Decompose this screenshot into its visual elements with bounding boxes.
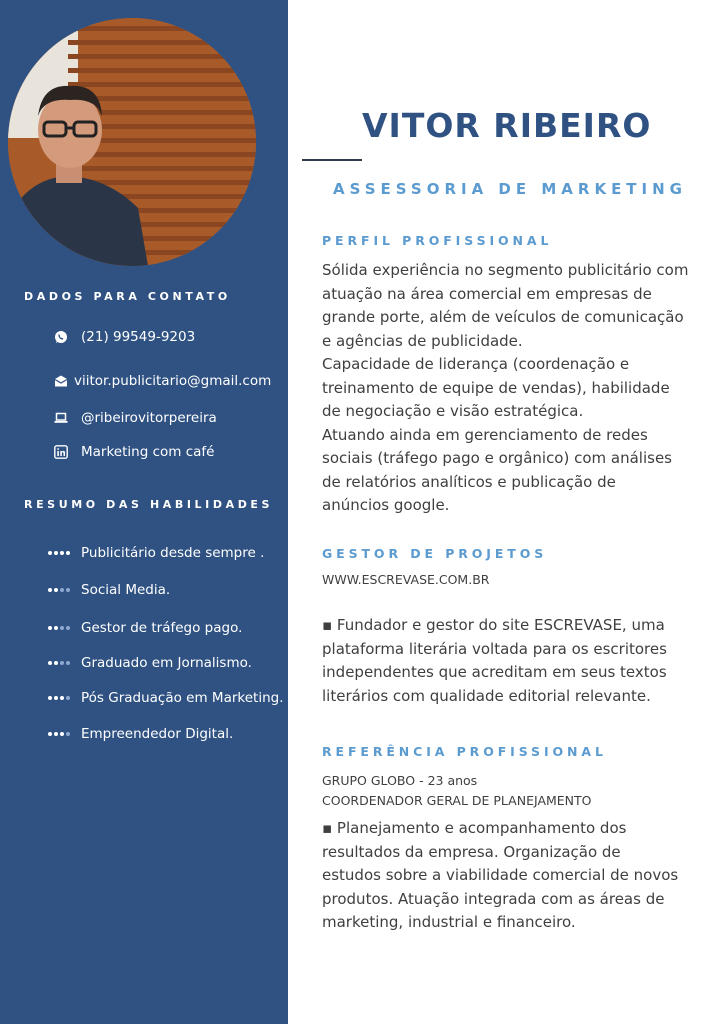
reference-section-title: REFERÊNCIA PROFISSIONAL xyxy=(322,744,607,759)
name-divider xyxy=(302,159,362,161)
skills-heading: RESUMO DAS HABILIDADES xyxy=(24,498,274,511)
skill-item xyxy=(48,655,252,671)
skill-item xyxy=(48,545,264,561)
laptop-icon xyxy=(54,411,68,425)
job-subtitle: ASSESSORIA DE MARKETING xyxy=(333,180,687,198)
profile-text: Sólida experiência no segmento publicitário com atuação na área comercial em empresas de grande porte, além de veículos de comunicação e agências de publicidade. Capacidade de liderança (coordenação e treinamento de equipe de vendas), habilidade de negociação e visão estratégica. Atuando ainda em gerenciamento de redes sociais (tráfego pago e orgânico) com análises de relatórios analíticos e publicação de anúncios google. xyxy=(322,261,689,514)
projects-section-title: GESTOR DE PROJETOS xyxy=(322,546,548,561)
envelope-icon xyxy=(54,374,68,388)
contact-heading: DADOS PARA CONTATO xyxy=(24,290,231,303)
contact-phone-text: (21) 99549-9203 xyxy=(81,329,196,345)
linkedin-icon xyxy=(54,445,68,459)
skill-level-dots xyxy=(48,626,74,630)
projects-text: ▪ Fundador e gestor do site ESCREVASE, uma plataforma literária voltada para os escritores independentes que acreditam em seus textos literários com qualidade editorial relevante. xyxy=(322,616,667,705)
contact-email xyxy=(54,373,271,389)
skill-level-dots xyxy=(48,551,74,555)
profile-photo xyxy=(8,18,256,266)
contact-social-text: @ribeirovitorpereira xyxy=(81,410,217,426)
skill-item xyxy=(48,690,284,706)
contact-linkedin xyxy=(54,444,214,460)
project-site: WWW.ESCREVASE.COM.BR xyxy=(322,572,490,587)
skill-label: Publicitário desde sempre . xyxy=(81,545,265,561)
whatsapp-icon xyxy=(54,330,68,344)
contact-phone xyxy=(54,329,195,345)
contact-linkedin-text: Marketing com café xyxy=(81,444,215,460)
skill-item xyxy=(48,726,233,742)
skill-label: Social Media. xyxy=(81,582,171,598)
contact-social xyxy=(54,410,217,426)
skill-label: Pós Graduação em Marketing. xyxy=(81,690,284,706)
skill-label: Gestor de tráfego pago. xyxy=(81,620,243,636)
sidebar xyxy=(0,0,288,1024)
skill-item xyxy=(48,620,242,636)
skill-label: Empreendedor Digital. xyxy=(81,726,234,742)
reference-text: ▪ Planejamento e acompanhamento dos resultados da empresa. Organização de estudos sobre a viabilidade comercial de novos produtos. Atuação integrada com as áreas de marketing, industrial e financeiro. xyxy=(322,819,679,931)
profile-section-title: PERFIL PROFISSIONAL xyxy=(322,233,553,248)
reference-company: GRUPO GLOBO - 23 anos xyxy=(322,773,478,788)
skill-level-dots xyxy=(48,696,74,700)
skill-level-dots xyxy=(48,732,74,736)
contact-email-text: viitor.publicitario@gmail.com xyxy=(74,373,272,389)
skill-level-dots xyxy=(48,588,74,592)
reference-role: COORDENADOR GERAL DE PLANEJAMENTO xyxy=(322,793,592,808)
person-name: VITOR RIBEIRO xyxy=(362,106,652,145)
skill-level-dots xyxy=(48,661,74,665)
skill-label: Graduado em Jornalismo. xyxy=(81,655,252,671)
skill-item xyxy=(48,582,170,598)
